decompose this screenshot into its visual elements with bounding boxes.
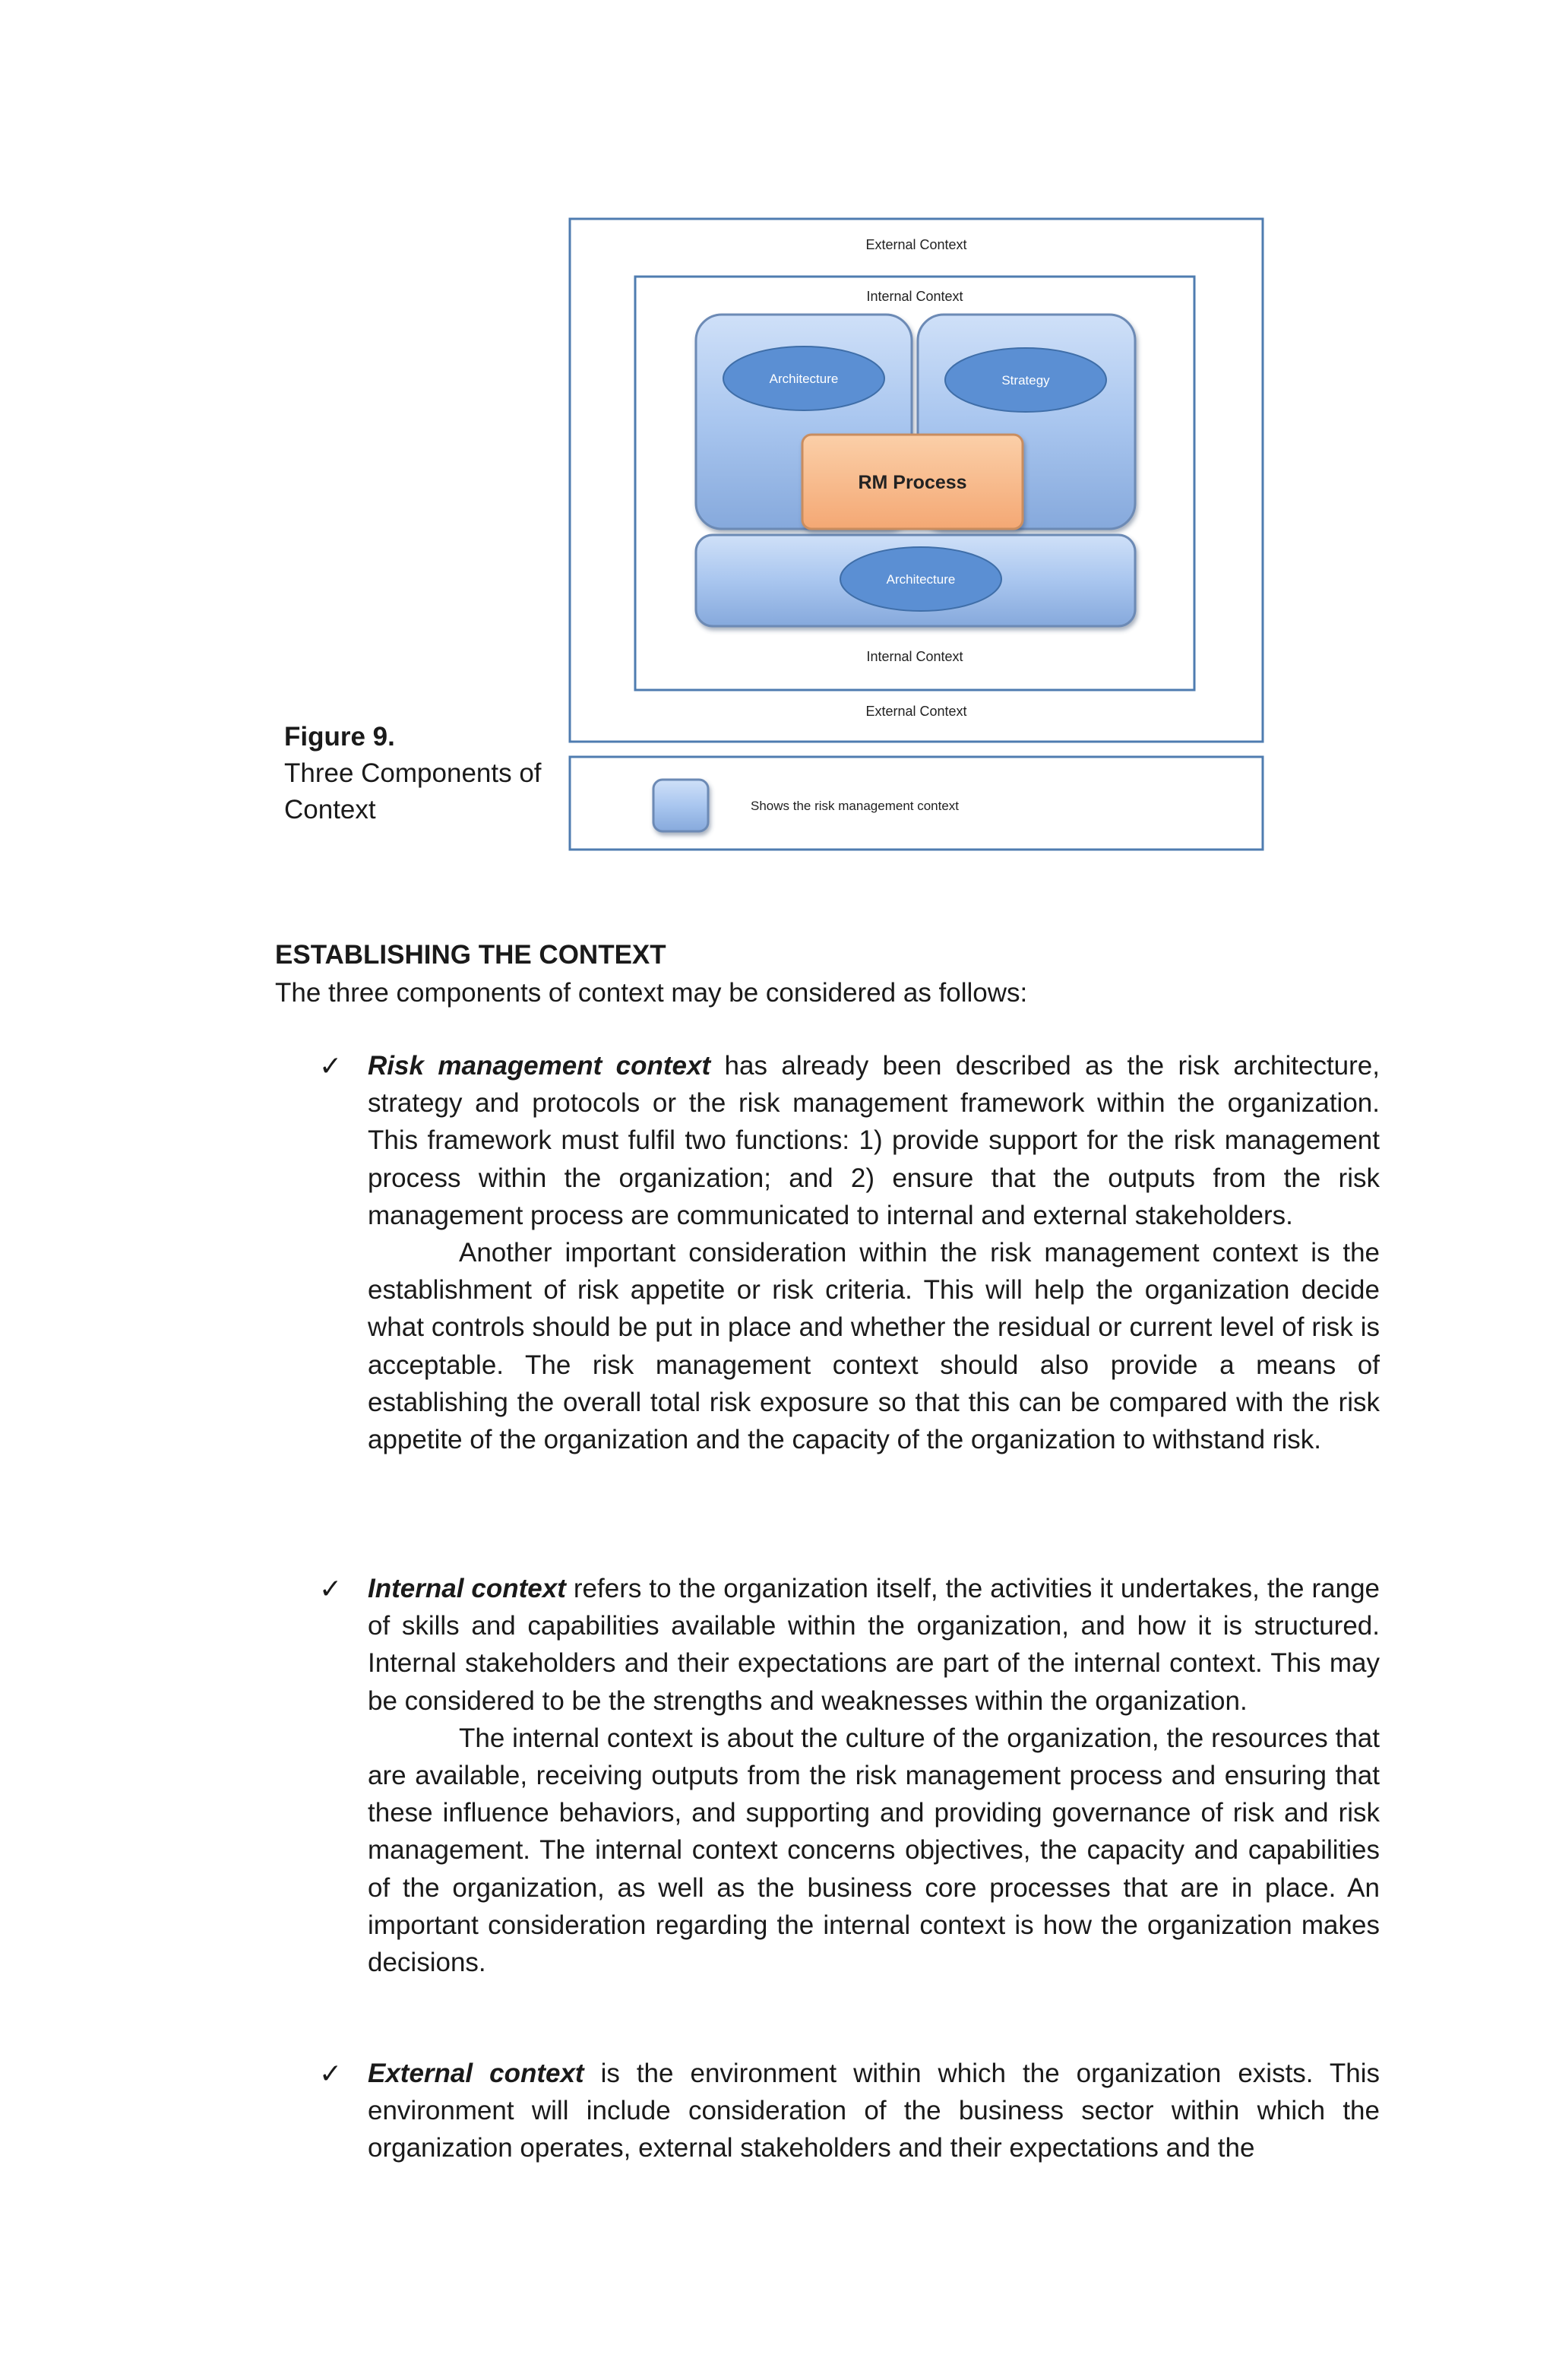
rm-process-label: RM Process	[858, 472, 967, 493]
context-diagram	[568, 217, 1266, 853]
item-text: is the environment within which the organization exists. This environment will include consideration of the business sector within which the organization operates, external stakeholders and their expectations and the	[368, 2059, 1380, 2163]
figure-number: Figure 9.	[284, 722, 395, 752]
item-text: has already been described as the risk architecture, strategy and protocols or the risk management framework within the organization. This framework must fulfil two functions: 1) provide support for the risk management process within the organization; and 2) ensure that the outputs from the risk management process are communicated to internal and external stakeholders.	[368, 1051, 1380, 1230]
section-intro: The three components of context may be considered as follows:	[275, 978, 1028, 1008]
internal-context-label-top: Internal Context	[866, 289, 963, 304]
checkmark-icon: ✓	[319, 1050, 343, 1081]
figure-caption	[284, 719, 558, 828]
architecture-ellipse-label: Architecture	[769, 372, 839, 386]
strategy-ellipse-label: Strategy	[1001, 373, 1050, 388]
checkmark-icon: ✓	[319, 1573, 343, 1604]
legend-text: Shows the risk management context	[751, 799, 960, 813]
context-diagram-svg	[568, 217, 1266, 853]
internal-context-label-bottom: Internal Context	[866, 649, 963, 664]
figure-caption-line-1: Three Components of	[284, 758, 542, 788]
figure-caption-line-2: Context	[284, 795, 376, 824]
item-term: External context	[368, 2059, 584, 2088]
item-term: Internal context	[368, 1574, 566, 1603]
item-text: refers to the organization itself, the activities it undertakes, the range of skills and capabilities available within the organization, and how it is structured. Internal stakeholders and their expectations are part of the internal context. This may be considered to be the strengths and weaknesses within the organization.	[368, 1574, 1380, 1716]
external-context-label-bottom: External Context	[865, 704, 967, 719]
external-context-label-top: External Context	[865, 237, 967, 252]
item-term: Risk management context	[368, 1051, 711, 1081]
list-item-external-context	[319, 2055, 1380, 2167]
list-item-risk-management-context	[319, 1047, 1380, 1458]
item-paragraph	[368, 1047, 1380, 1234]
item-paragraph-continued: Another important consideration within the risk management context is the establishment of risk appetite or risk criteria. This will help the organization decide what controls should be put in place and whether the residual or current level of risk is acceptable. The risk management context should also provide a means of establishing the overall total risk exposure so that this can be compared with the risk appetite of the organization and the capacity of the organization to withstand risk.	[368, 1238, 1380, 1455]
checkmark-icon: ✓	[319, 2058, 343, 2089]
item-paragraph	[368, 2055, 1380, 2167]
legend-swatch	[653, 780, 708, 831]
bottom-architecture-ellipse-label: Architecture	[886, 572, 956, 587]
section-heading: ESTABLISHING THE CONTEXT	[275, 940, 666, 970]
item-paragraph	[368, 1570, 1380, 1720]
list-item-internal-context	[319, 1570, 1380, 1981]
item-paragraph-continued: The internal context is about the culture of the organization, the resources that are available, receiving outputs from the risk management process and ensuring that these influence behaviors, and supporting and providing governance of risk and risk management. The internal context concerns objectives, the capacity and capabilities of the organization, as well as the business core processes that are in place. An important consideration regarding the internal context is how the organization makes decisions.	[368, 1723, 1380, 1978]
